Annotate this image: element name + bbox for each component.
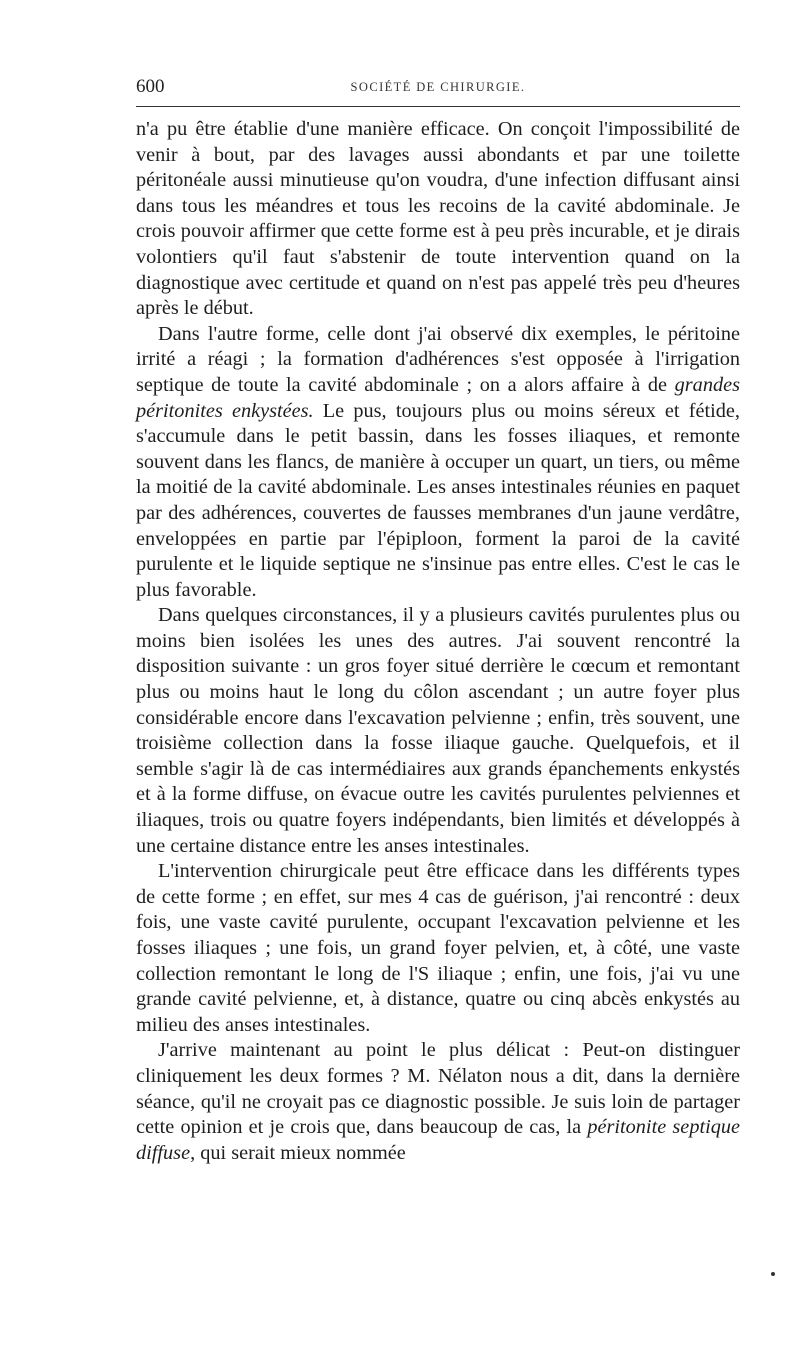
paragraph: L'intervention chirurgicale peut être efficace dans les différents types de cette forme ; en effet, sur mes 4 cas de guérison, j'ai rencontré : deux fois, une vaste cavité purulente, occupant l'excavation pelvienne et les fosses iliaques ; une fois, un grand foyer pelvien, et, à côté, une vaste collection remontant le long de l'S iliaque ; enfin, une fois, j'ai vu une grande cavité pelvienne, et, à distance, quatre ou cinq abcès enkystés au milieu des anses intestinales.	[136, 860, 740, 1036]
paragraph: Dans quelques circonstances, il y a plusieurs cavités purulentes plus ou moins bien isolées les unes des autres. J'ai souvent rencontré la disposition suivante : un gros foyer situé derrière le cœcum et remontant plus ou moins haut le long du côlon ascendant ; un autre foyer plus considérable encore dans l'excavation pelvienne ; enfin, très souvent, une troisième collection dans la fosse iliaque gauche. Quelquefois, et il semble s'agir là de cas intermédiaires aux grands épanchements enkystés et à la forme diffuse, on évacue outre les cavités purulentes pelviennes et iliaques, trois ou quatre foyers indépendants, bien limités et développés à une certaine distance entre les anses intestinales.	[136, 604, 740, 857]
paragraph: n'a pu être établie d'une manière efficace. On conçoit l'impossibilité de venir à bout, par des lavages aussi abondants et par une toilette péritonéale aussi minutieuse qu'on voudra, d'une infection diffusant ainsi dans tous les méandres et tous les recoins de la cavité abdominale. Je crois pouvoir affirmer que cette forme est à peu près incurable, et je dirais volontiers qu'il faut s'abstenir de toute intervention quand on la diagnostique avec certitude et quand on n'est pas appelé très peu d'heures après le début.	[136, 118, 740, 320]
page-header	[136, 70, 740, 104]
italic-term: péritonite septique diffuse	[136, 1116, 741, 1164]
body-text	[136, 117, 740, 1166]
page-number: 600	[136, 76, 165, 97]
running-title: SOCIÉTÉ DE CHIRURGIE.	[350, 80, 526, 94]
ink-speck	[771, 1272, 775, 1276]
document-page	[136, 70, 740, 1166]
header-rule	[136, 106, 740, 107]
paragraph: Dans l'autre forme, celle dont j'ai observé dix exemples, le péritoine irrité a réagi ; la formation d'adhérences s'est opposée à l'irrigation septique de toute la cavité abdominale ; on a alors affaire à de grandes péritonites enkystées. Le pus, toujours plus ou moins séreux et fétide, s'accumule dans le petit bassin, dans les fosses iliaques, et remonte souvent dans les flancs, de manière à occuper un quart, un tiers, ou même la moitié de la cavité abdominale. Les anses intestinales réunies en paquet par des adhérences, couvertes de fausses membranes d'un jaune verdâtre, enveloppées en partie par l'épiploon, forment la paroi de la cavité purulente et le liquide septique ne s'insinue pas entre elles. C'est le cas le plus favorable.	[136, 322, 740, 601]
italic-term: grandes péritonites enkystées.	[136, 373, 740, 422]
paragraph: J'arrive maintenant au point le plus délicat : Peut-on distinguer cliniquement les deux formes ? M. Nélaton nous a dit, dans la dernière séance, qu'il ne croyait pas ce diagnostic possible. Je suis loin de partager cette opinion et je crois que, dans beaucoup de cas, la péritonite septique diffuse, qui serait mieux nommée	[136, 1039, 741, 1164]
